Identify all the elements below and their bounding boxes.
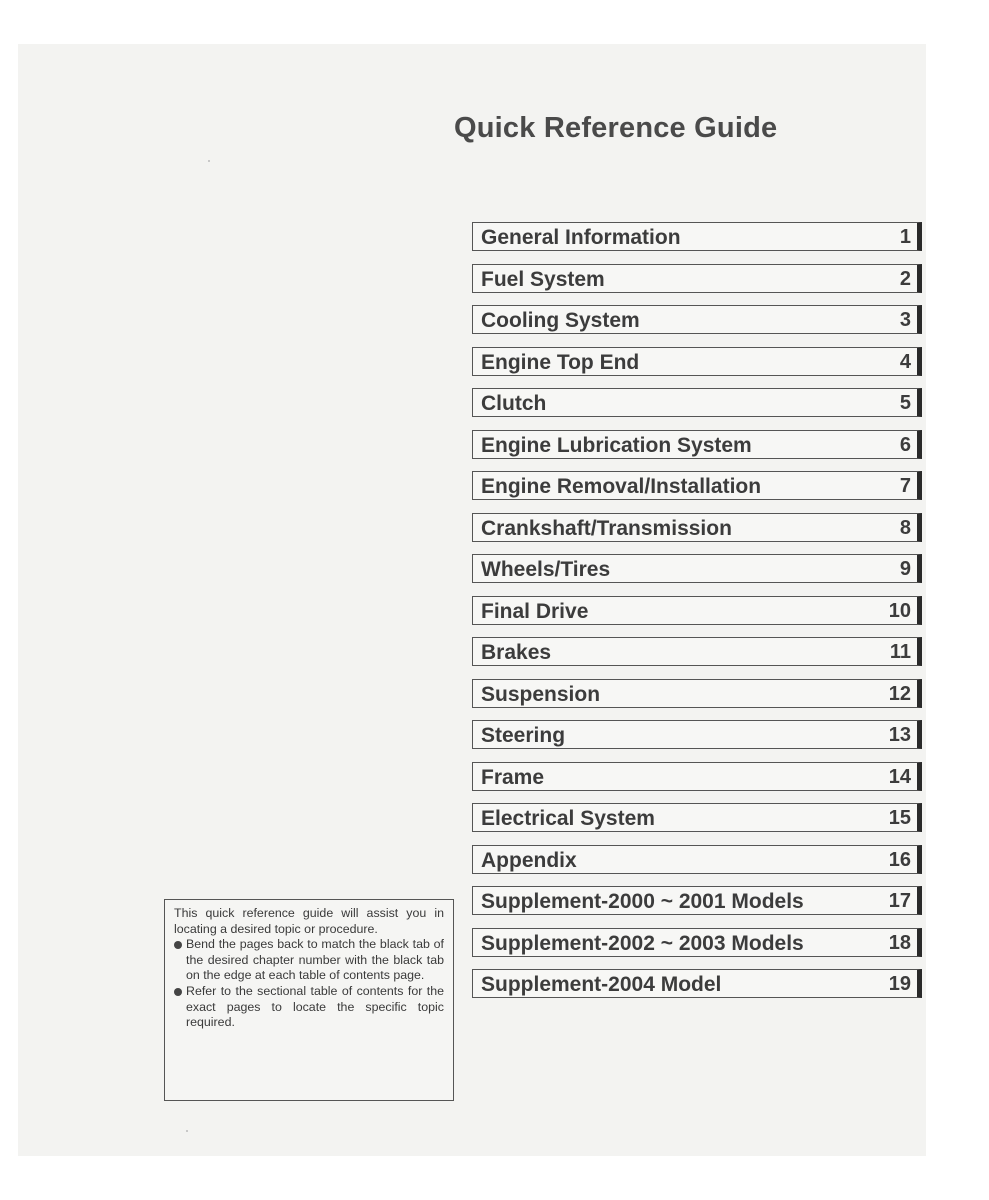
chapter-number: 5 — [899, 392, 911, 414]
note-bullet — [174, 984, 444, 1031]
bullet-icon — [174, 941, 182, 949]
chapter-label: Fuel System — [481, 267, 605, 291]
chapter-row[interactable] — [472, 554, 922, 583]
note-intro: This quick reference guide will assist you in locating a desired topic or procedure. — [174, 906, 444, 936]
chapter-label: Supplement-2004 Model — [481, 973, 722, 996]
chapter-number: 6 — [899, 433, 911, 456]
chapter-label: Supplement-2002 ~ 2003 Models — [481, 931, 804, 955]
chapter-row[interactable] — [472, 720, 922, 749]
chapter-label: General Information — [481, 226, 681, 249]
chapter-label: Cooling System — [481, 309, 640, 332]
chapter-row[interactable] — [472, 264, 922, 293]
chapter-number: 13 — [888, 724, 911, 746]
chapter-row[interactable] — [472, 388, 922, 417]
chapter-label: Steering — [481, 724, 566, 747]
chapter-row[interactable] — [472, 886, 922, 915]
chapter-row[interactable] — [472, 928, 922, 957]
chapter-label: Frame — [481, 765, 545, 789]
chapter-label: Wheels/Tires — [481, 558, 611, 581]
chapter-number: 10 — [888, 599, 911, 622]
chapter-row[interactable] — [472, 305, 922, 334]
chapter-number: 8 — [899, 516, 911, 539]
note-bullet — [174, 937, 444, 984]
note-bullet-text: Refer to the sectional table of contents for the exact pages to locate the specific topic required. — [186, 983, 444, 1030]
chapter-row[interactable] — [472, 845, 922, 874]
chapter-label: Brakes — [481, 641, 552, 664]
chapter-number: 12 — [888, 682, 911, 705]
scan-speck — [186, 1130, 188, 1132]
chapter-label: Engine Lubrication System — [481, 433, 752, 457]
chapter-row[interactable] — [472, 803, 922, 832]
chapter-label: Crankshaft/Transmission — [481, 516, 732, 540]
chapter-label: Engine Removal/Installation — [481, 475, 762, 498]
chapter-row[interactable] — [472, 969, 922, 998]
chapter-label: Final Drive — [481, 599, 589, 623]
chapter-row[interactable] — [472, 347, 922, 376]
chapter-number: 9 — [899, 558, 911, 580]
chapter-number: 17 — [888, 890, 911, 912]
page-title: Quick Reference Guide — [454, 112, 778, 144]
chapter-row[interactable] — [472, 679, 922, 708]
chapter-row[interactable] — [472, 596, 922, 625]
chapter-label: Engine Top End — [481, 350, 640, 374]
bullet-icon — [174, 988, 182, 996]
chapter-label: Suspension — [481, 682, 601, 706]
chapter-row[interactable] — [472, 222, 922, 251]
chapter-number: 14 — [888, 765, 911, 788]
scan-speck — [208, 160, 210, 162]
chapter-label: Supplement-2000 ~ 2001 Models — [481, 890, 804, 913]
chapter-number: 4 — [899, 350, 911, 373]
usage-note-box — [164, 899, 454, 1101]
chapter-number: 1 — [899, 226, 911, 248]
chapter-number: 3 — [899, 309, 911, 331]
chapter-number: 16 — [888, 848, 911, 871]
chapter-row[interactable] — [472, 430, 922, 459]
chapter-row[interactable] — [472, 637, 922, 666]
chapter-row[interactable] — [472, 513, 922, 542]
chapter-label: Clutch — [481, 392, 547, 415]
chapter-number: 7 — [899, 475, 911, 497]
chapter-number: 15 — [888, 807, 911, 829]
note-bullet-text: Bend the pages back to match the black tab of the desired chapter number with the black tab on the edge at each table of contents page. — [186, 937, 444, 983]
chapter-number: 11 — [889, 641, 911, 663]
chapter-number: 19 — [888, 973, 911, 995]
chapter-label: Appendix — [481, 848, 577, 872]
chapter-label: Electrical System — [481, 807, 655, 830]
chapter-row[interactable] — [472, 762, 922, 791]
chapter-number: 2 — [899, 267, 911, 290]
chapter-number: 18 — [888, 931, 911, 954]
chapter-row[interactable] — [472, 471, 922, 500]
